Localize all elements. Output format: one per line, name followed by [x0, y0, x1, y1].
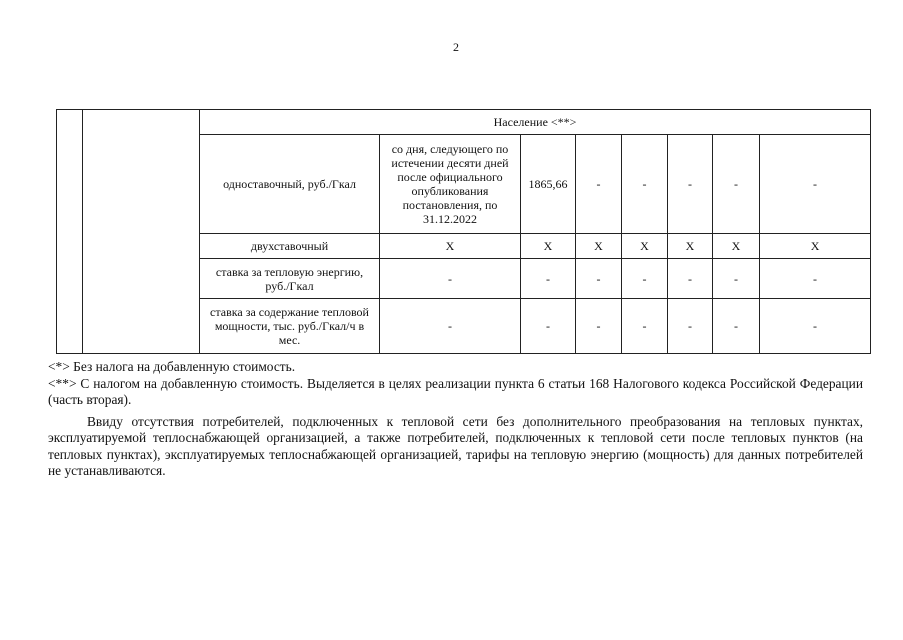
- group-title: Население <**>: [200, 110, 871, 135]
- table-cell: -: [760, 299, 871, 354]
- table-cell: -: [760, 259, 871, 299]
- row-label: двухставочный: [200, 234, 380, 259]
- validity-period-cell: -: [380, 299, 521, 354]
- table-cell: -: [668, 135, 713, 234]
- table-cell: -: [576, 135, 622, 234]
- table-cell: -: [622, 299, 668, 354]
- index-cell: [57, 110, 83, 354]
- table-cell: Х: [760, 234, 871, 259]
- table-cell: Х: [622, 234, 668, 259]
- tariff-value-cell: 1865,66: [521, 135, 576, 234]
- tariff-value-cell: -: [521, 259, 576, 299]
- table-cell: -: [668, 259, 713, 299]
- table-cell: -: [668, 299, 713, 354]
- page-number: 2: [453, 40, 459, 54]
- table-cell: Х: [576, 234, 622, 259]
- validity-period-cell: Х: [380, 234, 521, 259]
- footnote-vat-included: <**> С налогом на добавленную стоимость. Выделяется в целях реализации пункта 6 статьи 168 Налогового кодекса Российской Федерации (часть вторая).: [48, 375, 863, 407]
- validity-period-cell: -: [380, 259, 521, 299]
- table-cell: -: [760, 135, 871, 234]
- table-cell: Х: [668, 234, 713, 259]
- table-cell: -: [713, 259, 760, 299]
- table-row-group-header: [57, 110, 871, 135]
- footnotes: [48, 359, 863, 480]
- row-label: одноставочный, руб./Гкал: [200, 135, 380, 234]
- body-paragraph: Ввиду отсутствия потребителей, подключенных к тепловой сети без дополнительного преобразования на тепловых пунктах, эксплуатируемой теплоснабжающей организацией, а также потребителей, подключенных к тепловой сети после тепловых пунктов (на тепловых пунктах), эксплуатируемых теплоснабжающей организацией, тарифы на тепловую энергию (мощность) для данных потребителей не устанавливаются.: [48, 413, 863, 478]
- table-cell: -: [622, 135, 668, 234]
- tariff-value-cell: -: [521, 299, 576, 354]
- table-cell: -: [622, 259, 668, 299]
- table-cell: -: [713, 135, 760, 234]
- validity-period-cell: со дня, следующего по истечении десяти дней после официального опубликования постановления, по 31.12.2022: [380, 135, 521, 234]
- table-cell: Х: [713, 234, 760, 259]
- organization-cell: [83, 110, 200, 354]
- table-cell: -: [713, 299, 760, 354]
- tariff-table: [56, 109, 871, 354]
- footnote-vat-excluded: <*> Без налога на добавленную стоимость.: [48, 359, 296, 374]
- table-cell: -: [576, 259, 622, 299]
- row-label: ставка за тепловую энергию, руб./Гкал: [200, 259, 380, 299]
- tariff-value-cell: Х: [521, 234, 576, 259]
- table-cell: -: [576, 299, 622, 354]
- row-label: ставка за содержание тепловой мощности, тыс. руб./Гкал/ч в мес.: [200, 299, 380, 354]
